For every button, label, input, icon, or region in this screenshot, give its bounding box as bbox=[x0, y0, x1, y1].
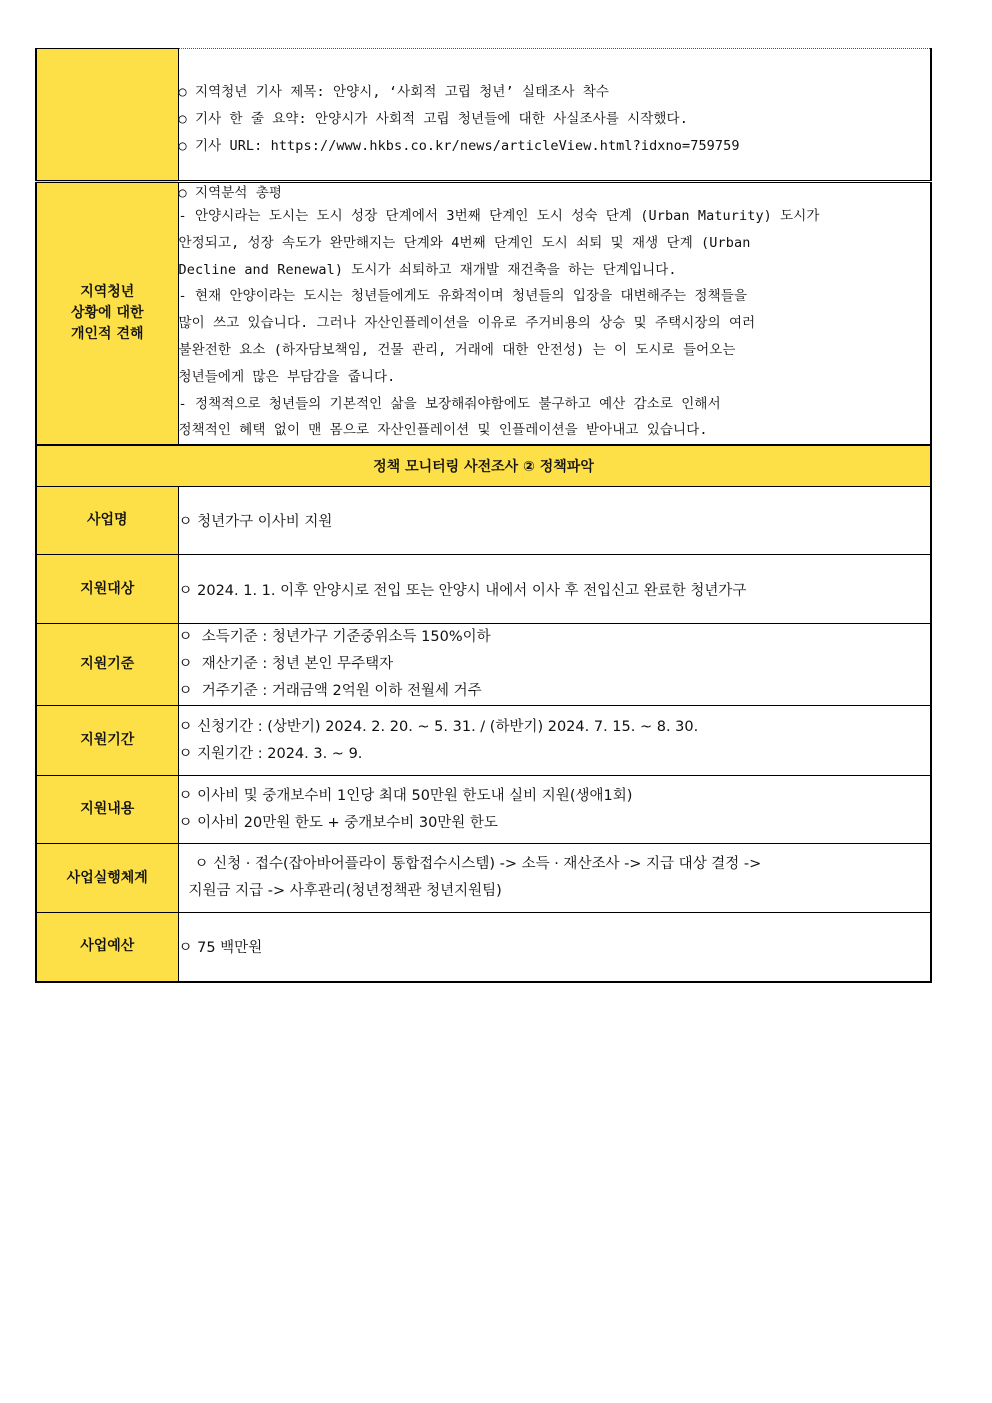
support-period-text: ㅇ 지원기간 : 2024. 3. ~ 9. bbox=[178, 745, 363, 762]
content-value bbox=[178, 776, 931, 844]
opinion-content-cell bbox=[178, 182, 931, 446]
budget-label: 사업예산 bbox=[36, 913, 178, 982]
opinion-line: 안정되고, 성장 속도가 완만해지는 단계와 4번째 단계인 도시 쇠퇴 및 재생 단계 (Urban bbox=[178, 234, 751, 251]
project-name-value bbox=[178, 487, 931, 555]
opinion-label-line-2: 상황에 대한 bbox=[71, 305, 144, 322]
support-content-text-2: ㅇ 이사비 20만원 한도 + 중개보수비 30만원 한도 bbox=[178, 814, 498, 831]
row-content bbox=[36, 776, 931, 844]
asset-criteria-text: ㅇ 재산기준 : 청년 본인 무주택자 bbox=[178, 656, 394, 673]
opinion-line: 많이 쓰고 있습니다. 그러나 자산인플레이션을 이유로 주거비용의 상승 및 주택시장의 여러 bbox=[178, 315, 756, 332]
content-label: 지원내용 bbox=[36, 776, 178, 844]
article-summary-line: ○ 기사 한 줄 요약: 안양시가 사회적 고립 청년들에 대한 사실조사를 시작했다. bbox=[178, 111, 688, 127]
target-label: 지원대상 bbox=[36, 555, 178, 624]
opinion-label-line-1: 지역청년 bbox=[80, 284, 135, 301]
target-text: ㅇ 2024. 1. 1. 이후 안양시로 전입 또는 안양시 내에서 이사 후 전입신고 완료한 청년가구 bbox=[178, 582, 747, 599]
criteria-value bbox=[178, 624, 931, 706]
residence-criteria-text: ㅇ 거주기준 : 거래금액 2억원 이하 전월세 거주 bbox=[178, 683, 482, 700]
system-label: 사업실행체계 bbox=[36, 844, 178, 913]
criteria-label: 지원기준 bbox=[36, 624, 178, 706]
system-text-1: ㅇ 신청 · 접수(잡아바어플라이 통합접수시스템) -> 소득 · 재산조사 -> 지급 대상 결정 -> bbox=[194, 856, 762, 873]
opinion-line: - 정책적으로 청년들의 기본적인 삶을 보장해줘야함에도 불구하고 예산 감소로 인해서 bbox=[178, 395, 721, 412]
period-value bbox=[178, 706, 931, 776]
opinion-line: 정책적인 혜택 없이 맨 몸으로 자산인플레이션 및 인플레이션을 받아내고 있습니다. bbox=[178, 422, 708, 439]
budget-value bbox=[178, 913, 931, 982]
row-criteria bbox=[36, 624, 931, 706]
row-system bbox=[36, 844, 931, 913]
policy-report-table bbox=[35, 48, 932, 983]
article-url-line: ○ 기사 URL: https://www.hkbs.co.kr/news/articleView.html?idxno=759759 bbox=[178, 138, 740, 154]
target-value bbox=[178, 555, 931, 624]
row-period bbox=[36, 706, 931, 776]
opinion-line: 청년들에게 많은 부담감을 줍니다. bbox=[178, 368, 396, 385]
article-row bbox=[36, 49, 931, 182]
support-content-text-1: ㅇ 이사비 및 중개보수비 1인당 최대 50만원 한도내 실비 지원(생애1회) bbox=[178, 787, 633, 804]
opinion-label-cell bbox=[36, 182, 178, 446]
budget-text: ㅇ 75 백만원 bbox=[178, 940, 263, 957]
opinion-line: - 안양시라는 도시는 도시 성장 단계에서 3번째 단계인 도시 성숙 단계 (Urban Maturity) 도시가 bbox=[178, 208, 820, 224]
opinion-line: Decline and Renewal) 도시가 쇠퇴하고 재개발 재건축을 하는 단계입니다. bbox=[178, 261, 677, 278]
opinion-label-line-3: 개인적 견해 bbox=[71, 326, 144, 343]
application-period-text: ㅇ 신청기간 : (상반기) 2024. 2. 20. ~ 5. 31. / (하반기) 2024. 7. 15. ~ 8. 30. bbox=[178, 718, 699, 735]
project-name-label: 사업명 bbox=[36, 487, 178, 555]
opinion-row bbox=[36, 182, 931, 446]
article-title-line: ○ 지역청년 기사 제목: 안양시, ‘사회적 고립 청년’ 실태조사 착수 bbox=[178, 84, 610, 100]
row-project-name bbox=[36, 487, 931, 555]
row-budget bbox=[36, 913, 931, 982]
period-label: 지원기간 bbox=[36, 706, 178, 776]
opinion-line: 불완전한 요소 (하자담보책임, 건물 관리, 거래에 대한 안전성) 는 이 도시로 들어오는 bbox=[178, 341, 736, 358]
system-text-2: 지원금 지급 -> 사후관리(청년정책관 청년지원팀) bbox=[188, 883, 502, 900]
opinion-line: - 현재 안양이라는 도시는 청년들에게도 유화적이며 청년들의 입장을 대변해주는 정책들을 bbox=[178, 288, 747, 305]
article-label-cell bbox=[36, 49, 178, 182]
section-header-row bbox=[36, 445, 931, 487]
income-criteria-text: ㅇ 소득기준 : 청년가구 기준중위소득 150%이하 bbox=[178, 629, 491, 646]
row-target bbox=[36, 555, 931, 624]
opinion-line: ○ 지역분석 총평 bbox=[178, 185, 283, 201]
article-content-cell bbox=[178, 49, 931, 182]
project-name-text: ㅇ 청년가구 이사비 지원 bbox=[178, 514, 333, 531]
system-value bbox=[178, 844, 931, 913]
section-title: 정책 모니터링 사전조사 ② 정책파악 bbox=[36, 445, 931, 487]
